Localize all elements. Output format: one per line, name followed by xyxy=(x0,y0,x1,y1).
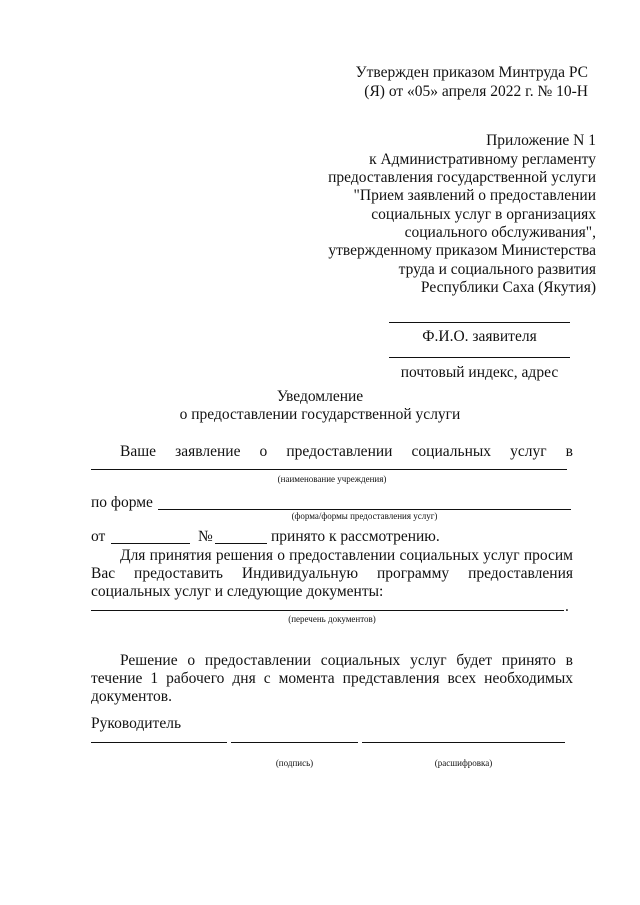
documents-caption: (перечень документов) xyxy=(288,614,376,624)
approval-line-2: (Я) от «05» апреля 2022 г. № 10-Н xyxy=(364,83,588,100)
paragraph-3-line-2: течение 1 рабочего дня с момента представления всех необходимых xyxy=(91,670,573,687)
accepted-text: принято к рассмотрению. xyxy=(271,528,440,545)
documents-line xyxy=(91,610,564,611)
appendix-line-1: Приложение N 1 xyxy=(486,132,596,149)
form-line xyxy=(158,509,571,510)
form-label: по форме xyxy=(91,494,153,511)
number-line xyxy=(215,543,267,544)
appendix-line-3: предоставления государственной услуги xyxy=(328,169,596,186)
signature-line xyxy=(231,742,358,743)
appendix-line-2: к Административному регламенту xyxy=(369,151,596,168)
appendix-line-5: социальных услуг в организациях xyxy=(371,206,596,223)
form-caption: (форма/формы предоставления услуг) xyxy=(291,511,438,521)
institution-line xyxy=(91,469,567,470)
head-label: Руководитель xyxy=(91,715,182,732)
paragraph-1-line-1: Ваше заявление о предоставлении социальных услуг в xyxy=(120,443,573,460)
institution-caption: (наименование учреждения) xyxy=(277,474,387,484)
applicant-address-line xyxy=(389,357,570,358)
paragraph-2-line-1: Для принятия решения о предоставлении социальных услуг просим xyxy=(120,547,573,564)
paragraph-2-line-3: социальных услуг и следующие документы: xyxy=(91,583,384,600)
decode-line xyxy=(362,742,565,743)
appendix-line-7: утвержденному приказом Министерства xyxy=(328,242,596,259)
notice-subtitle: о предоставлении государственной услуги xyxy=(179,406,461,423)
paragraph-3-line-3: документов. xyxy=(91,688,172,705)
appendix-line-9: Республики Саха (Якутия) xyxy=(420,279,596,296)
applicant-name-caption: Ф.И.О. заявителя xyxy=(422,328,537,345)
number-label: № xyxy=(198,528,213,545)
paragraph-2-line-2: Вас предоставить Индивидуальную программу предоставления xyxy=(91,565,573,582)
position-line xyxy=(91,742,227,743)
paragraph-3-line-1: Решение о предоставлении социальных услуг будет принято в xyxy=(120,652,573,669)
decode-caption: (расшифровка) xyxy=(434,758,493,768)
signature-caption: (подпись) xyxy=(275,758,314,768)
date-line xyxy=(111,543,190,544)
applicant-address-caption: почтовый индекс, адрес xyxy=(400,364,559,381)
documents-period: . xyxy=(565,598,569,615)
approval-line-1: Утвержден приказом Минтруда РС xyxy=(355,64,588,81)
applicant-name-line xyxy=(389,322,570,323)
appendix-line-4: "Прием заявлений о предоставлении xyxy=(353,187,596,204)
appendix-line-8: труда и социального развития xyxy=(398,261,596,278)
appendix-line-6: социального обслуживания", xyxy=(404,224,596,241)
notice-title: Уведомление xyxy=(276,388,364,405)
from-label: от xyxy=(91,528,106,545)
